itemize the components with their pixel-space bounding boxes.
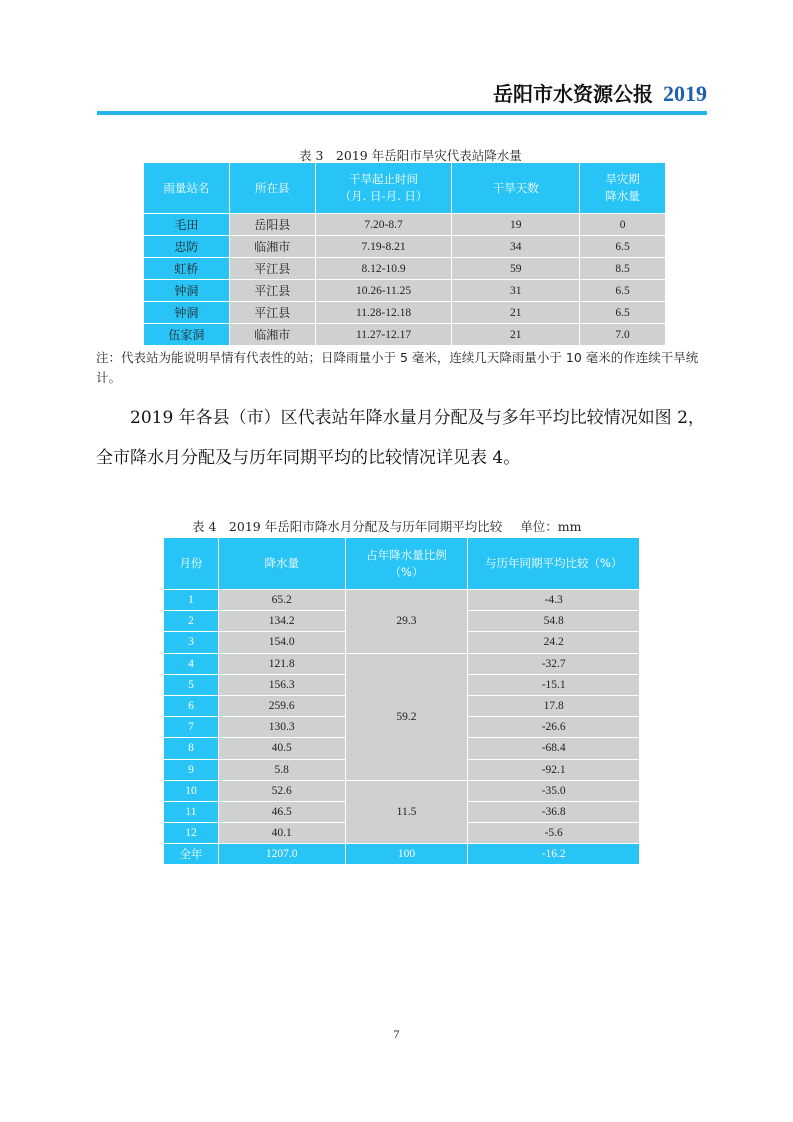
drought-rainfall: 6.5 bbox=[580, 280, 666, 302]
table4-header: 降水量 bbox=[218, 538, 345, 590]
county: 临湘市 bbox=[229, 236, 315, 258]
rainfall: 52.6 bbox=[218, 780, 345, 801]
drought-period: 8.12-10.9 bbox=[315, 258, 452, 280]
anomaly: 54.8 bbox=[468, 611, 640, 632]
total-anomaly: -16.2 bbox=[468, 844, 640, 865]
table3-header-row bbox=[144, 163, 666, 214]
table3-note: 注：代表站为能说明旱情有代表性的站；日降雨量小于 5 毫米，连续几天降雨量小于 10 毫米的作连续干旱统计。 bbox=[96, 350, 699, 385]
table3-header: 干旱起止时间 （月. 日-月. 日） bbox=[315, 163, 452, 214]
table-row bbox=[164, 780, 640, 801]
month: 2 bbox=[164, 611, 219, 632]
drought-period: 11.27-12.17 bbox=[315, 324, 452, 346]
rainfall: 259.6 bbox=[218, 695, 345, 716]
anomaly: -32.7 bbox=[468, 653, 640, 674]
drought-days: 31 bbox=[452, 280, 580, 302]
anomaly: -15.1 bbox=[468, 674, 640, 695]
drought-period: 7.19-8.21 bbox=[315, 236, 452, 258]
rainfall: 134.2 bbox=[218, 611, 345, 632]
drought-days: 21 bbox=[452, 302, 580, 324]
month: 12 bbox=[164, 823, 219, 844]
anomaly: -35.0 bbox=[468, 780, 640, 801]
month: 1 bbox=[164, 590, 219, 611]
rainfall: 5.8 bbox=[218, 759, 345, 780]
table-row bbox=[144, 302, 666, 324]
table3-header: 所在县 bbox=[229, 163, 315, 214]
header-year: 2019 bbox=[663, 81, 707, 106]
table3-header: 干旱天数 bbox=[452, 163, 580, 214]
table4 bbox=[163, 537, 640, 865]
ratio-group: 29.3 bbox=[345, 590, 468, 654]
table-row bbox=[164, 590, 640, 611]
table-row bbox=[164, 653, 640, 674]
drought-rainfall: 6.5 bbox=[580, 236, 666, 258]
table-row bbox=[144, 258, 666, 280]
anomaly: 24.2 bbox=[468, 632, 640, 653]
drought-days: 21 bbox=[452, 324, 580, 346]
anomaly: 17.8 bbox=[468, 695, 640, 716]
month: 7 bbox=[164, 717, 219, 738]
drought-days: 34 bbox=[452, 236, 580, 258]
drought-rainfall: 0 bbox=[580, 214, 666, 236]
table-row bbox=[144, 236, 666, 258]
drought-rainfall: 8.5 bbox=[580, 258, 666, 280]
anomaly: -5.6 bbox=[468, 823, 640, 844]
page-number: 7 bbox=[393, 1027, 400, 1041]
drought-rainfall: 7.0 bbox=[580, 324, 666, 346]
rainfall: 121.8 bbox=[218, 653, 345, 674]
station-name: 伍家洞 bbox=[144, 324, 230, 346]
total-ratio: 100 bbox=[345, 844, 468, 865]
station-name: 虹桥 bbox=[144, 258, 230, 280]
body-paragraph: 2019 年各县（市）区代表站年降水量月分配及与多年平均比较情况如图 2，全市降水月分配及与历年同期平均的比较情况详见表 4。 bbox=[96, 408, 705, 468]
table3 bbox=[143, 162, 666, 346]
county: 平江县 bbox=[229, 280, 315, 302]
anomaly: -68.4 bbox=[468, 738, 640, 759]
table-row bbox=[144, 214, 666, 236]
rainfall: 130.3 bbox=[218, 717, 345, 738]
county: 平江县 bbox=[229, 302, 315, 324]
total-label: 全年 bbox=[164, 844, 219, 865]
table4-header: 月份 bbox=[164, 538, 219, 590]
county: 平江县 bbox=[229, 258, 315, 280]
rainfall: 65.2 bbox=[218, 590, 345, 611]
station-name: 钟洞 bbox=[144, 280, 230, 302]
rainfall: 40.1 bbox=[218, 823, 345, 844]
page-header bbox=[97, 74, 707, 114]
header-title: 岳阳市水资源公报 2019 bbox=[493, 81, 707, 106]
rainfall: 154.0 bbox=[218, 632, 345, 653]
table4-caption: 表 4 2019 年岳阳市降水月分配及与历年同期平均比较 单位：mm bbox=[192, 519, 582, 534]
anomaly: -26.6 bbox=[468, 717, 640, 738]
drought-period: 10.26-11.25 bbox=[315, 280, 452, 302]
rainfall: 156.3 bbox=[218, 674, 345, 695]
station-name: 毛田 bbox=[144, 214, 230, 236]
table4-header: 与历年同期平均比较（%） bbox=[468, 538, 640, 590]
table4-unit: 单位：mm bbox=[520, 519, 582, 534]
drought-days: 59 bbox=[452, 258, 580, 280]
station-name: 钟洞 bbox=[144, 302, 230, 324]
table3-header: 雨量站名 bbox=[144, 163, 230, 214]
county: 岳阳县 bbox=[229, 214, 315, 236]
header-rule bbox=[97, 111, 707, 115]
month: 11 bbox=[164, 801, 219, 822]
month: 3 bbox=[164, 632, 219, 653]
table3-caption: 表 3 2019 年岳阳市旱灾代表站降水量 bbox=[299, 148, 522, 163]
table4-header: 占年降水量比例 （%） bbox=[345, 538, 468, 590]
table4-header-row bbox=[164, 538, 640, 590]
drought-days: 19 bbox=[452, 214, 580, 236]
drought-period: 11.28-12.18 bbox=[315, 302, 452, 324]
rainfall: 46.5 bbox=[218, 801, 345, 822]
anomaly: -4.3 bbox=[468, 590, 640, 611]
anomaly: -92.1 bbox=[468, 759, 640, 780]
month: 9 bbox=[164, 759, 219, 780]
total-rainfall: 1207.0 bbox=[218, 844, 345, 865]
ratio-group: 11.5 bbox=[345, 780, 468, 844]
anomaly: -36.8 bbox=[468, 801, 640, 822]
rainfall: 40.5 bbox=[218, 738, 345, 759]
ratio-group: 59.2 bbox=[345, 653, 468, 780]
table-row bbox=[144, 280, 666, 302]
month: 6 bbox=[164, 695, 219, 716]
drought-period: 7.20-8.7 bbox=[315, 214, 452, 236]
table-total-row bbox=[164, 844, 640, 865]
table3-header: 旱灾期 降水量 bbox=[580, 163, 666, 214]
month: 10 bbox=[164, 780, 219, 801]
month: 4 bbox=[164, 653, 219, 674]
county: 临湘市 bbox=[229, 324, 315, 346]
month: 5 bbox=[164, 674, 219, 695]
table-row bbox=[144, 324, 666, 346]
drought-rainfall: 6.5 bbox=[580, 302, 666, 324]
month: 8 bbox=[164, 738, 219, 759]
station-name: 忠防 bbox=[144, 236, 230, 258]
